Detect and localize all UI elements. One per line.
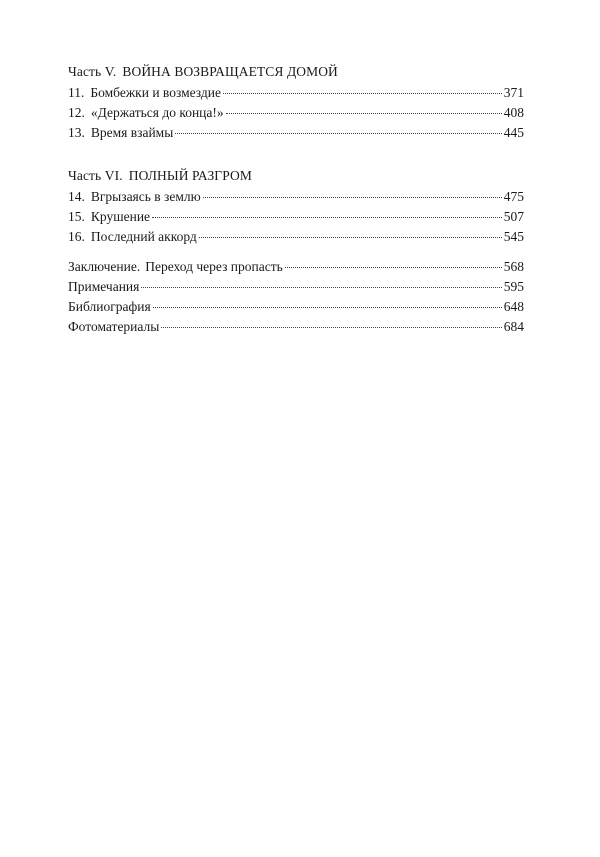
page-number: 475 — [503, 189, 524, 204]
table-of-contents — [68, 61, 524, 337]
entry-label: Заключение. — [68, 259, 141, 274]
dot-leader — [152, 215, 502, 218]
chapter-number: 14. — [68, 189, 85, 204]
toc-entry-photos[interactable] — [68, 317, 524, 337]
page-number: 568 — [503, 259, 524, 274]
entry-title: Библиография — [68, 299, 151, 314]
dot-leader — [161, 325, 501, 328]
toc-entry[interactable] — [68, 83, 524, 103]
chapter-number: 11. — [68, 85, 85, 100]
dot-leader — [285, 265, 502, 268]
part-title: ПОЛНЫЙ РАЗГРОМ — [128, 168, 252, 183]
chapter-title: Крушение — [90, 209, 151, 224]
chapter-title: Бомбежки и возмездие — [90, 85, 221, 100]
part-heading — [68, 165, 524, 187]
chapter-number: 16. — [68, 229, 85, 244]
toc-entry[interactable] — [68, 123, 524, 143]
chapter-title: Последний аккорд — [90, 229, 197, 244]
toc-entry[interactable] — [68, 227, 524, 247]
entry-title: Фотоматериалы — [68, 319, 160, 334]
toc-entry-bibliography[interactable] — [68, 297, 524, 317]
entry-title: Переход через пропасть — [145, 259, 283, 274]
dot-leader — [223, 91, 502, 94]
chapter-title: Вгрызаясь в землю — [90, 189, 201, 204]
page-number: 684 — [503, 319, 524, 334]
toc-entry[interactable] — [68, 187, 524, 207]
part-label: Часть VI. — [68, 168, 123, 183]
dot-leader — [153, 305, 502, 308]
toc-entry[interactable] — [68, 103, 524, 123]
page-number: 371 — [503, 85, 524, 100]
page-number: 595 — [503, 279, 524, 294]
part-label: Часть V. — [68, 64, 117, 79]
page-number: 648 — [503, 299, 524, 314]
page-number: 445 — [503, 125, 524, 140]
dot-leader — [226, 111, 502, 114]
entry-title: Примечания — [68, 279, 140, 294]
chapter-title: Время взаймы — [90, 125, 174, 140]
chapter-number: 15. — [68, 209, 85, 224]
chapter-title: «Держаться до конца!» — [90, 105, 224, 120]
page-number: 545 — [503, 229, 524, 244]
toc-entry-conclusion[interactable] — [68, 257, 524, 277]
dot-leader — [141, 285, 501, 288]
dot-leader — [203, 195, 502, 198]
chapter-number: 12. — [68, 105, 85, 120]
part-title: ВОЙНА ВОЗВРАЩАЕТСЯ ДОМОЙ — [122, 64, 338, 79]
toc-entry[interactable] — [68, 207, 524, 227]
dot-leader — [199, 235, 502, 238]
spacer — [68, 247, 524, 257]
page-number: 408 — [503, 105, 524, 120]
spacer — [68, 143, 524, 165]
toc-entry-notes[interactable] — [68, 277, 524, 297]
page-number: 507 — [503, 209, 524, 224]
chapter-number: 13. — [68, 125, 85, 140]
dot-leader — [175, 131, 501, 134]
part-heading — [68, 61, 524, 83]
